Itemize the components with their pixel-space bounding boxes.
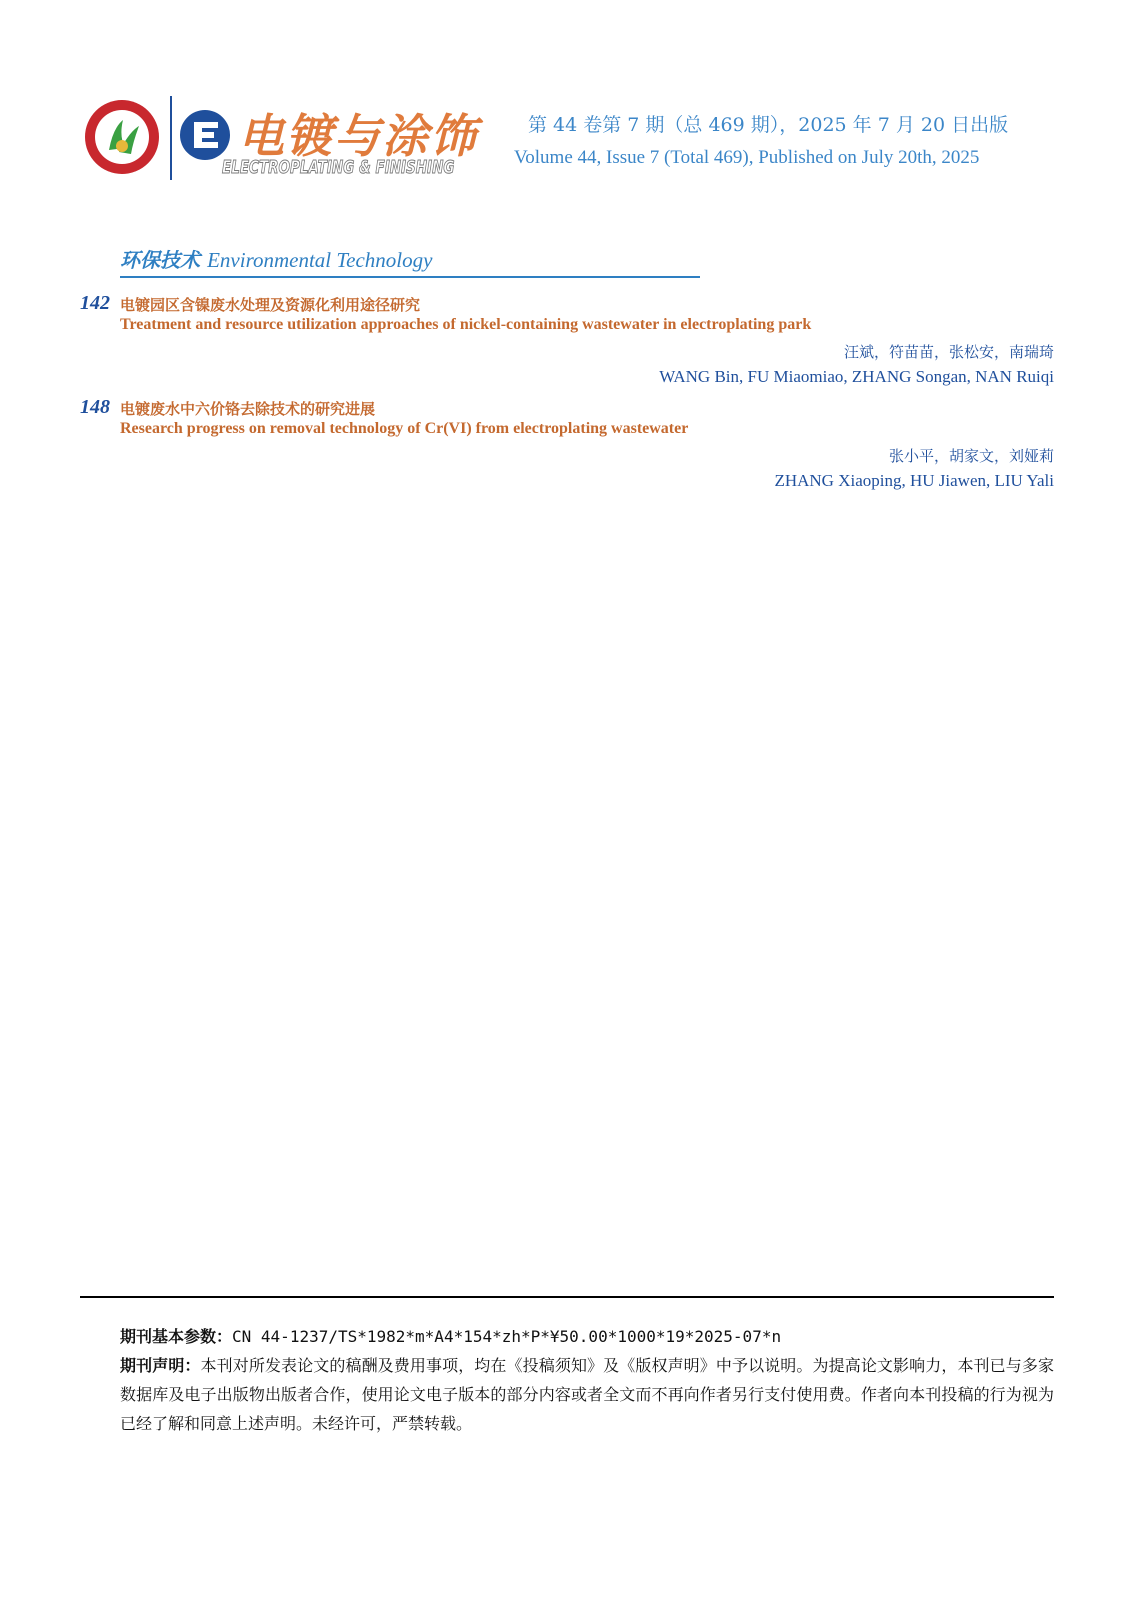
journal-name-cn: 电镀与涂饰 — [238, 109, 478, 163]
page-number: 142 — [80, 292, 110, 314]
issue-info-cn: 第 44 卷第 7 期（总 469 期），2025 年 7 月 20 日出版 — [528, 114, 1009, 136]
section-heading — [120, 244, 700, 278]
article-authors-cn: 张小平，胡家文，刘娅莉 — [888, 447, 1054, 465]
page-header — [0, 0, 1131, 200]
article-title-cn[interactable]: 电镀废水中六价铬去除技术的研究进展 — [120, 400, 376, 418]
section-title-en: Environmental Technology — [207, 248, 433, 272]
article-authors-en: WANG Bin, FU Miaomiao, ZHANG Songan, NAN Ruiqi — [659, 367, 1054, 386]
article-authors-cn: 汪斌，符苗苗，张松安，南瑞琦 — [843, 343, 1054, 361]
statement-text: 本刊对所发表论文的稿酬及费用事项，均在《投稿须知》及《版权声明》中予以说明。为提高论文影响力，本刊已与多家数据库及电子出版物出版者合作，使用论文电子版本的部分内容或者全文而不再向作者另行支付使用费。作者向本刊投稿的行为视为已经了解和同意上述声明。未经许可，严禁转载。 — [120, 1356, 1054, 1433]
journal-parameters — [120, 1322, 1054, 1351]
article-authors-en: ZHANG Xiaoping, HU Jiawen, LIU Yali — [774, 471, 1054, 490]
page-number: 148 — [80, 396, 110, 418]
footer-divider — [80, 1296, 1054, 1298]
section-title-cn: 环保技术 — [120, 248, 200, 272]
logo-divider — [170, 96, 172, 180]
university-seal-logo — [83, 98, 161, 176]
article-title-en[interactable]: Research progress on removal technology of Cr(VI) from electroplating wastewater — [120, 420, 689, 437]
journal-footer — [120, 1322, 1054, 1438]
article-title-en[interactable]: Treatment and resource utilization approaches of nickel-containing wastewater in electroplating park — [120, 316, 812, 333]
statement-label: 期刊声明： — [120, 1356, 201, 1375]
journal-e-logo — [178, 108, 232, 162]
params-value: CN 44-1237/TS*1982*m*A4*154*zh*P*¥50.00*1000*19*2025-07*n — [232, 1327, 782, 1346]
journal-name-en: ELECTROPLATING & FINISHING — [222, 157, 455, 178]
issue-info-en: Volume 44, Issue 7 (Total 469), Published on July 20th, 2025 — [514, 147, 980, 168]
params-label: 期刊基本参数： — [120, 1327, 233, 1346]
journal-statement — [120, 1351, 1054, 1438]
article-title-cn[interactable]: 电镀园区含镍废水处理及资源化利用途径研究 — [120, 296, 421, 314]
